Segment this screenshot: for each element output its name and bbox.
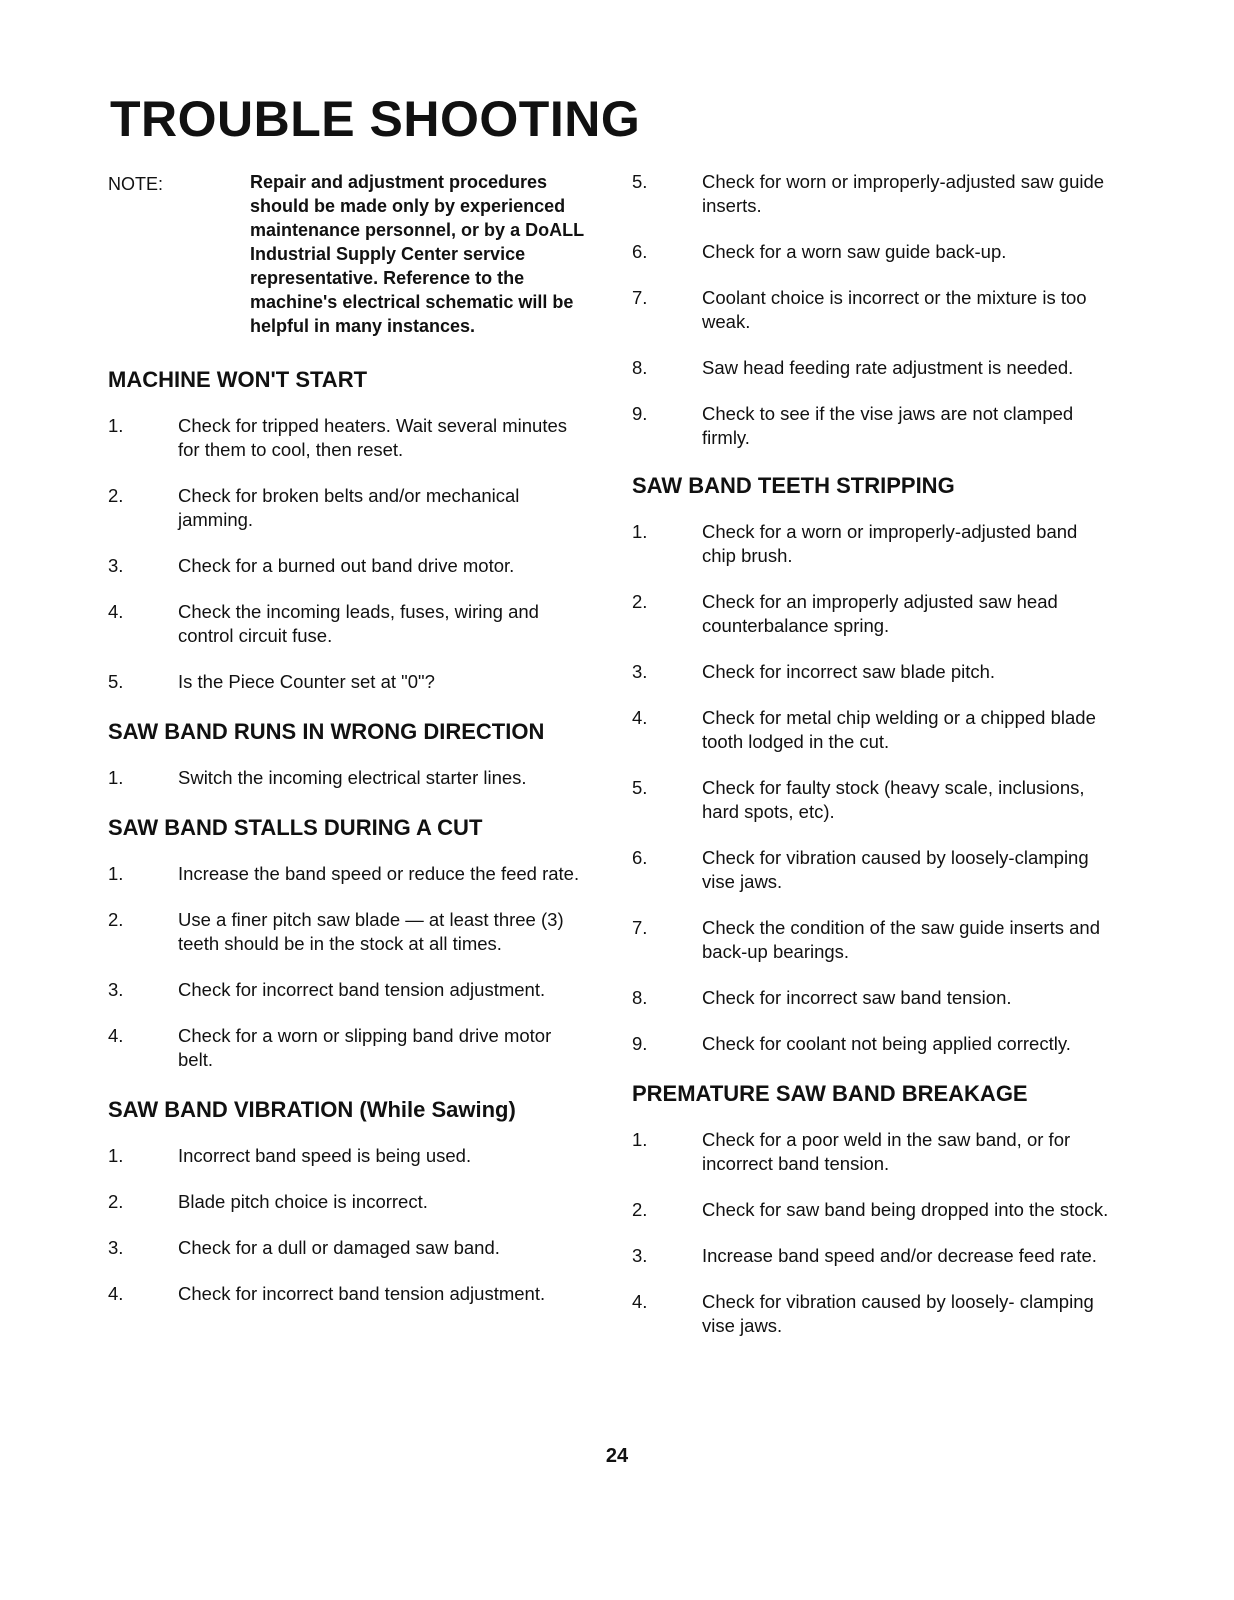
item-text: Check for coolant not being applied correctly. xyxy=(702,1033,1071,1054)
item-number: 3. xyxy=(108,555,124,576)
item-text: Check for a worn or slipping band drive motor belt. xyxy=(178,1025,552,1070)
list-item xyxy=(632,776,1112,824)
continued-list xyxy=(632,170,1112,450)
item-text: Check for a poor weld in the saw band, or for incorrect band tension. xyxy=(702,1129,1071,1174)
item-number: 3. xyxy=(632,661,648,682)
item-number: 9. xyxy=(632,403,648,424)
list-item xyxy=(108,484,588,532)
item-text: Check for tripped heaters. Wait several minutes for them to cool, then reset. xyxy=(178,415,568,460)
list-item xyxy=(108,414,588,462)
section-heading: PREMATURE SAW BAND BREAKAGE xyxy=(632,1081,1028,1106)
page-number: 24 xyxy=(605,1445,629,1467)
section-heading: SAW BAND RUNS IN WRONG DIRECTION xyxy=(108,719,545,744)
section-heading: SAW BAND STALLS DURING A CUT xyxy=(108,815,483,840)
list-item xyxy=(108,1236,588,1260)
item-number: 2. xyxy=(108,485,124,506)
item-number: 3. xyxy=(108,979,124,1000)
item-text: Check for a burned out band drive motor. xyxy=(178,555,515,576)
section xyxy=(632,1080,1112,1338)
item-number: 7. xyxy=(632,287,648,308)
section-heading: SAW BAND VIBRATION (While Sawing) xyxy=(108,1097,516,1122)
list-item xyxy=(632,846,1112,894)
item-text: Check for metal chip welding or a chipped blade tooth lodged in the cut. xyxy=(702,707,1096,752)
item-number: 1. xyxy=(632,1129,648,1150)
item-number: 1. xyxy=(632,521,648,542)
note-text: Repair and adjustment procedures should be made only by experienced maintenance personnel, or by a DoALL Industrial Supply Center service representative. Reference to the machine's electrical schematic will be helpful in many instances. xyxy=(250,172,584,336)
item-number: 2. xyxy=(632,1199,648,1220)
item-number: 1. xyxy=(108,1145,124,1166)
item-number: 4. xyxy=(108,1025,124,1046)
right-sections xyxy=(632,472,1112,1338)
section xyxy=(108,366,588,694)
list-item xyxy=(632,286,1112,334)
section xyxy=(108,814,588,1072)
item-number: 8. xyxy=(632,357,648,378)
item-text: Check to see if the vise jaws are not clamped firmly. xyxy=(702,403,1074,448)
item-number: 2. xyxy=(108,909,124,930)
item-text: Check for worn or improperly-adjusted saw guide inserts. xyxy=(702,171,1105,216)
item-number: 8. xyxy=(632,987,648,1008)
item-text: Check for vibration caused by loosely-clamping vise jaws. xyxy=(702,847,1089,892)
item-text: Check for faulty stock (heavy scale, inclusions, hard spots, etc). xyxy=(702,777,1085,822)
left-sections xyxy=(108,366,588,1306)
list-item xyxy=(108,554,588,578)
section xyxy=(108,718,588,790)
list-item xyxy=(108,1190,588,1214)
item-text: Check for a dull or damaged saw band. xyxy=(178,1237,500,1258)
right-column xyxy=(632,170,1112,1362)
item-text: Check the incoming leads, fuses, wiring and control circuit fuse. xyxy=(178,601,539,646)
item-text: Check for a worn or improperly-adjusted band chip brush. xyxy=(702,521,1078,566)
item-text: Coolant choice is incorrect or the mixture is too weak. xyxy=(702,287,1087,332)
item-text: Is the Piece Counter set at "0"? xyxy=(178,671,435,692)
item-number: 5. xyxy=(108,671,124,692)
item-text: Increase the band speed or reduce the feed rate. xyxy=(178,863,580,884)
item-number: 4. xyxy=(108,1283,124,1304)
list-item xyxy=(632,660,1112,684)
page-title: TROUBLE SHOOTING xyxy=(110,91,641,147)
item-number: 7. xyxy=(632,917,648,938)
item-number: 4. xyxy=(632,707,648,728)
list-item xyxy=(108,908,588,956)
section-heading: SAW BAND TEETH STRIPPING xyxy=(632,473,955,498)
note-block xyxy=(108,170,588,338)
list-item xyxy=(632,590,1112,638)
item-number: 2. xyxy=(108,1191,124,1212)
item-number: 3. xyxy=(108,1237,124,1258)
item-text: Check for saw band being dropped into the stock. xyxy=(702,1199,1109,1220)
item-number: 3. xyxy=(632,1245,648,1266)
list-item xyxy=(632,706,1112,754)
item-text: Use a finer pitch saw blade — at least three (3) teeth should be in the stock at all times. xyxy=(178,909,564,954)
list-item xyxy=(108,600,588,648)
list-item xyxy=(108,862,588,886)
list-item xyxy=(632,520,1112,568)
item-number: 9. xyxy=(632,1033,648,1054)
section xyxy=(632,472,1112,1056)
list-item xyxy=(108,670,588,694)
item-text: Check for incorrect band tension adjustment. xyxy=(178,1283,546,1304)
item-text: Check for incorrect saw blade pitch. xyxy=(702,661,996,682)
list-item xyxy=(108,766,588,790)
item-text: Saw head feeding rate adjustment is needed. xyxy=(702,357,1074,378)
item-text: Check for incorrect band tension adjustment. xyxy=(178,979,546,1000)
item-text: Incorrect band speed is being used. xyxy=(178,1145,472,1166)
list-item xyxy=(632,402,1112,450)
item-number: 6. xyxy=(632,241,648,262)
list-item xyxy=(632,356,1112,380)
item-text: Check for incorrect saw band tension. xyxy=(702,987,1012,1008)
list-item xyxy=(632,986,1112,1010)
left-column xyxy=(108,170,588,1330)
section-heading: MACHINE WON'T START xyxy=(108,367,368,392)
list-item xyxy=(108,1282,588,1306)
list-item xyxy=(632,1032,1112,1056)
item-number: 5. xyxy=(632,171,648,192)
list-item xyxy=(632,1128,1112,1176)
list-item xyxy=(108,1144,588,1168)
item-text: Check the condition of the saw guide inserts and back-up bearings. xyxy=(702,917,1100,962)
item-number: 6. xyxy=(632,847,648,868)
item-text: Check for broken belts and/or mechanical jamming. xyxy=(178,485,520,530)
item-text: Switch the incoming electrical starter lines. xyxy=(178,767,527,788)
list-item xyxy=(632,916,1112,964)
list-item xyxy=(632,1244,1112,1268)
note-label: NOTE: xyxy=(108,174,164,194)
item-number: 5. xyxy=(632,777,648,798)
item-number: 1. xyxy=(108,767,124,788)
item-text: Check for an improperly adjusted saw head counterbalance spring. xyxy=(702,591,1058,636)
item-text: Check for a worn saw guide back-up. xyxy=(702,241,1007,262)
item-text: Increase band speed and/or decrease feed rate. xyxy=(702,1245,1097,1266)
item-number: 4. xyxy=(632,1291,648,1312)
list-item xyxy=(632,1290,1112,1338)
section xyxy=(108,1096,588,1306)
list-item xyxy=(632,240,1112,264)
item-number: 1. xyxy=(108,415,124,436)
list-item xyxy=(108,978,588,1002)
item-text: Blade pitch choice is incorrect. xyxy=(178,1191,428,1212)
item-text: Check for vibration caused by loosely- clamping vise jaws. xyxy=(702,1291,1094,1336)
item-number: 4. xyxy=(108,601,124,622)
item-number: 2. xyxy=(632,591,648,612)
list-item xyxy=(632,1198,1112,1222)
item-number: 1. xyxy=(108,863,124,884)
list-item xyxy=(632,170,1112,218)
list-item xyxy=(108,1024,588,1072)
